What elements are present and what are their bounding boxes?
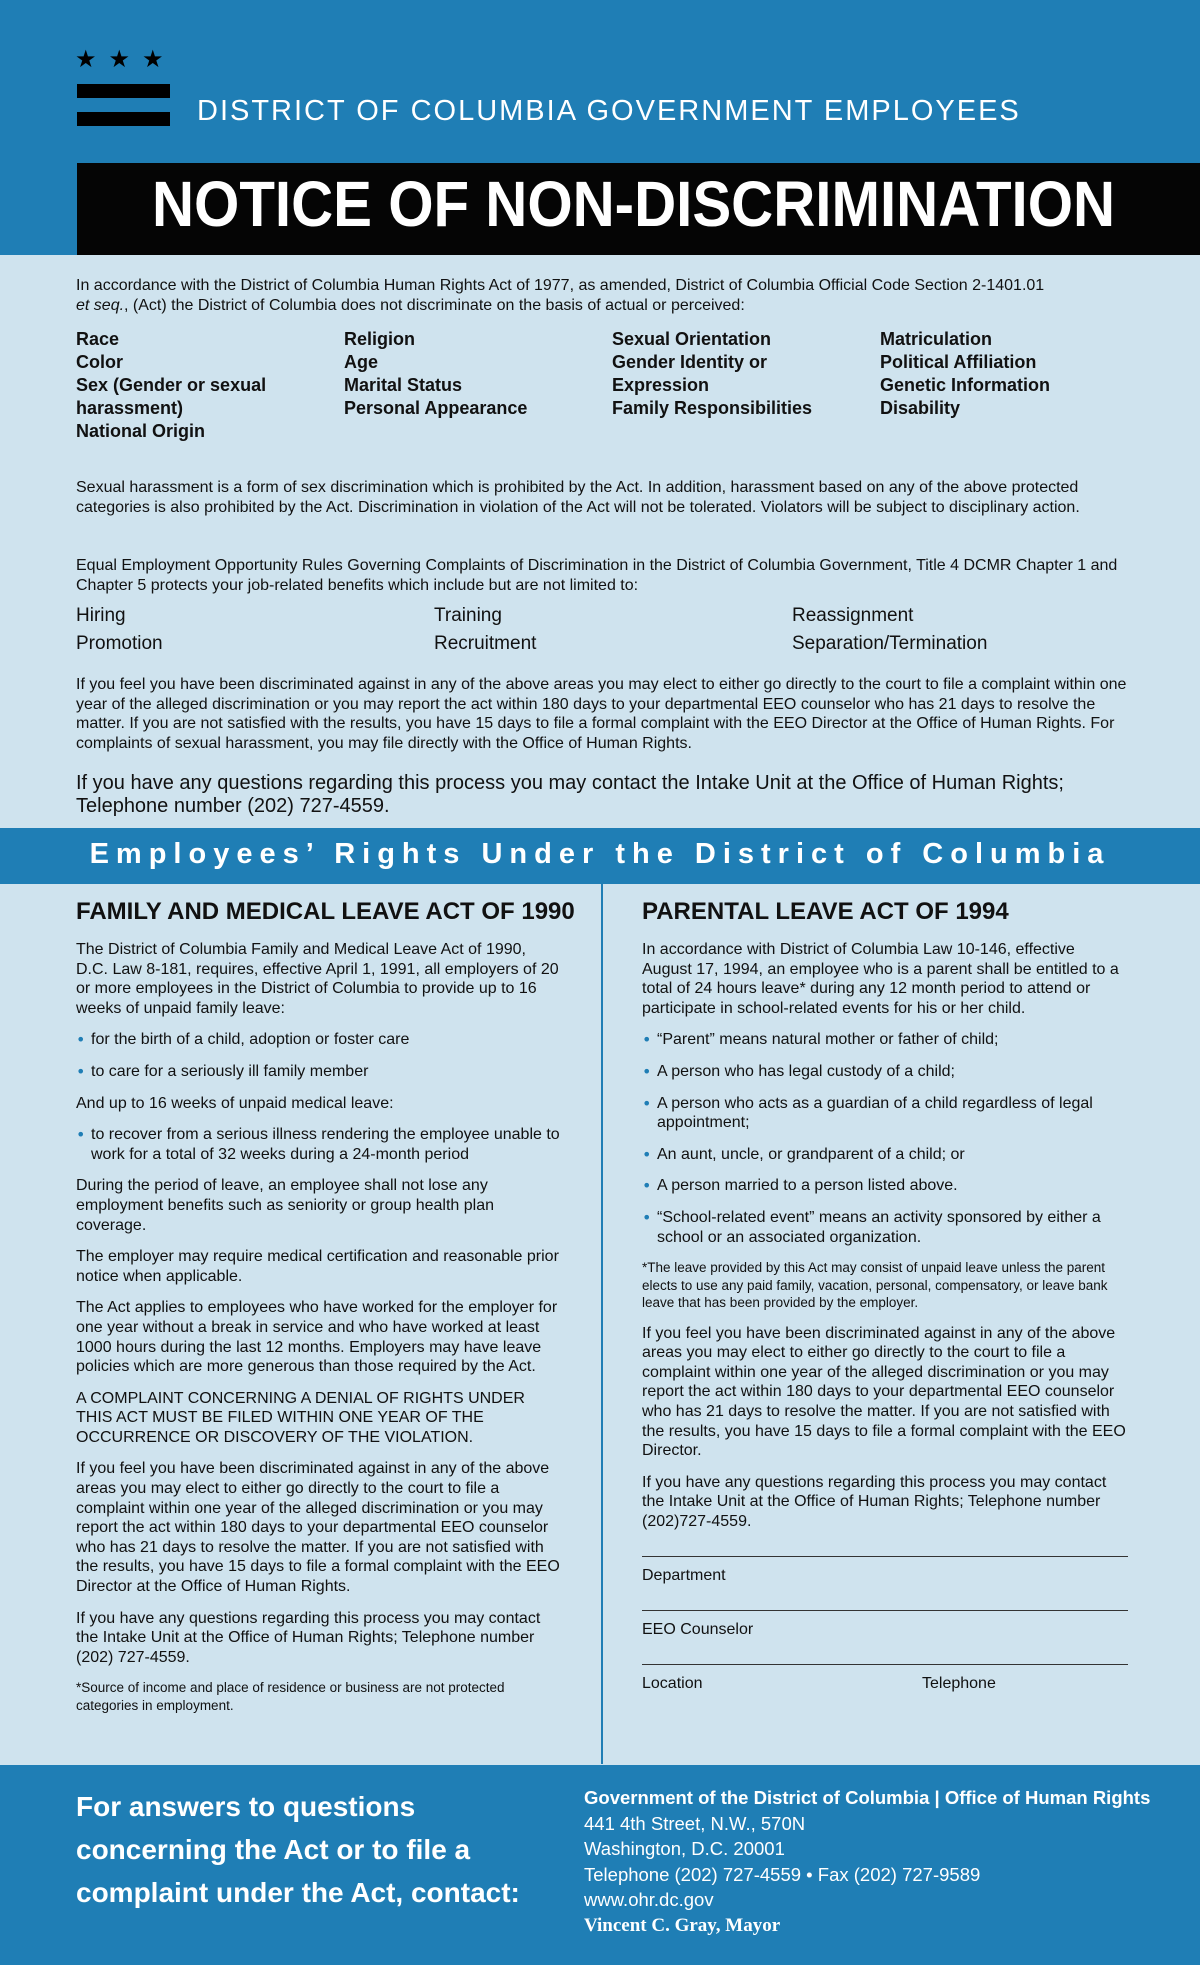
footer-contact-heading: For answers to questions concerning the Act or to file a complaint under the Act, contact: [76,1791,520,1908]
category-item: Gender Identity or [612,352,768,372]
footer-mayor: Vincent C. Gray, Mayor [584,1914,781,1936]
bullet-icon: • [642,1093,652,1113]
fmla-section [76,898,575,1726]
bullet-icon: • [76,1061,86,1081]
department-label: Department [642,1566,726,1584]
categories-col-1 [76,328,344,443]
bullet-icon: • [642,1061,652,1081]
column-divider [601,884,603,1764]
list-item: • A person who has legal custody of a child; [642,1061,955,1081]
rights-banner-title: Employees’ Rights Under the District of Columbia [89,838,1111,870]
bullet-icon: • [642,1144,652,1164]
fmla-intro: The District of Columbia Family and Medical Leave Act of 1990, D.C. Law 8-181, requires, effective April 1, 1991, all employers of 20 or more employees in the District of Columbia to provide up to 16 weeks of unpaid family leave: [76,941,559,1017]
rights-banner [0,828,1200,884]
fmla-heading: FAMILY AND MEDICAL LEAVE ACT OF 1990 [76,898,575,925]
fmla-medical-list [76,1125,562,1164]
category-item: Matriculation [880,329,993,349]
category-item: Sex (Gender or sexual [76,375,267,395]
list-item: • to recover from a serious illness rendering the employee unable to work for a total of 32 weeks during a 24-month period [76,1125,560,1163]
category-item: Disability [880,398,961,418]
bullet-icon: • [76,1125,86,1145]
fmla-complaint-notice: A COMPLAINT CONCERNING A DENIAL OF RIGHTS UNDER THIS ACT MUST BE FILED WITHIN ONE YEAR OF THE OCCURRENCE OR DISCOVERY OF THE VIOLATION. [76,1389,525,1446]
list-item: • An aunt, uncle, or grandparent of a child; or [642,1144,965,1164]
category-item: Religion [344,329,415,349]
parental-discriminated-paragraph: If you feel you have been discriminated against in any of the above areas you may elect to either go directly to the court to file a complaint within one year of the alleged discrimination or you may report the act within 180 days to your departmental EEO counselor who has 21 days to resolve the matter. If you are not satisfied with the results, you have 15 days to file a formal complaint with the EEO Director. [642,1324,1126,1460]
list-item: • to care for a seriously ill family member [76,1061,369,1081]
department-field[interactable] [642,1556,1128,1610]
footer-address-2: Washington, D.C. 20001 [584,1838,785,1859]
parental-questions-paragraph: If you have any questions regarding this process you may contact the Intake Unit at the Office of Human Rights; Telephone number (202)727-4559. [642,1473,1107,1530]
fmla-applies-paragraph: The Act applies to employees who have worked for the employer for one year without a break in service and who have worked at least 1000 hours during the last 12 months. Employers may have leave policies which are more generous than those required by the Act. [76,1299,558,1376]
benefit-item: Hiring [76,605,126,626]
category-item: Marital Status [344,375,463,395]
list-item: • “School-related event” means an activity sponsored by either a school or an associated organization. [642,1207,1101,1246]
list-item: • “Parent” means natural mother or father of child; [642,1030,999,1050]
bullet-icon: • [642,1176,652,1196]
bullet-icon: • [76,1030,86,1050]
category-item: Sexual Orientation [612,329,772,349]
fmla-discriminated-paragraph: If you feel you have been discriminated against in any of the above areas you may elect to either go directly to the court to file a complaint within one year of the alleged discrimination or you may report the act within 180 days to your departmental EEO counselor who has 21 days to resolve the matter. If you are not satisfied with the results, you have 15 days to file a formal complaint with the EEO Director at the Office of Human Rights. [76,1460,560,1596]
fmla-questions-paragraph: If you have any questions regarding this process you may contact the Intake Unit at the Office of Human Rights; Telephone number (202) 727-4559. [76,1609,541,1666]
dc-flag-stars-icon: ★ ★ ★ [75,45,164,73]
category-item: Genetic Information [880,375,1051,395]
fmla-benefits-paragraph: During the period of leave, an employee shall not lose any employment benefits such as seniority or group health plan coverage. [76,1177,495,1234]
intro-paragraph: In accordance with the District of Columbia Human Rights Act of 1977, as amended, District of Columbia Official Code Section 2-1401.01 et seq., (Act) the District of Columbia does not discriminate on the basis of actual or perceived: [76,277,1045,314]
category-item: National Origin [76,421,206,441]
footer-website-link[interactable]: www.ohr.dc.gov [584,1889,714,1910]
benefit-item: Promotion [76,633,163,654]
category-item: Political Affiliation [880,352,1037,372]
benefit-item: Recruitment [434,633,537,654]
benefit-item: Training [434,605,502,626]
header-band [0,0,1200,255]
list-item: • A person who acts as a guardian of a child regardless of legal appointment; [642,1093,1093,1132]
dc-flag-bar-top [77,84,170,98]
category-item: Expression [612,375,710,395]
benefit-item: Separation/Termination [792,633,988,654]
location-telephone-field[interactable] [642,1664,1128,1718]
footer-contact-info [584,1785,1184,1938]
footer-address-1: 441 4th Street, N.W., 570N [584,1812,806,1834]
fmla-footnote: *Source of income and place of residence or business are not protected categories in employment. [76,1680,505,1713]
questions-paragraph: If you have any questions regarding this process you may contact the Intake Unit at the Office of Human Rights; Telephone number (202) 727-4559. [76,772,1064,817]
parental-footnote: *The leave provided by this Act may consist of unpaid leave unless the parent elects to use any paid family, vacation, personal, compensatory, or leave bank leave that has been provided by the employer. [642,1260,1108,1311]
et-seq: et seq. [76,296,125,314]
categories-col-2 [344,328,612,443]
contact-form [642,1556,1128,1718]
protected-categories [76,328,1156,443]
eeo-counselor-field[interactable] [642,1610,1128,1664]
category-item: Family Responsibilities [612,398,813,418]
category-item: harassment) [76,398,184,418]
parental-section [642,898,1128,1718]
title-box [77,163,1200,255]
org-name: DISTRICT OF COLUMBIA GOVERNMENT EMPLOYEES [197,95,1021,127]
bullet-icon: • [642,1030,652,1050]
benefits-list [76,602,1156,658]
fmla-certification-paragraph: The employer may require medical certification and reasonable prior notice when applicable. [76,1248,559,1285]
parental-heading: PARENTAL LEAVE ACT OF 1994 [642,898,1009,925]
footer-phone-fax: Telephone (202) 727-4559 • Fax (202) 727-9589 [584,1863,981,1885]
eeo-paragraph: Equal Employment Opportunity Rules Governing Complaints of Discrimination in the District of Columbia Government, Title 4 DCMR Chapter 1 and Chapter 5 protects your job-related benefits which include but are not limited to: [76,557,1118,594]
telephone-label: Telephone [922,1674,996,1692]
location-label: Location [642,1674,703,1692]
footer-org-line: Government of the District of Columbia | Office of Human Rights [584,1787,1151,1808]
fmla-family-list [76,1030,562,1081]
footer-band [0,1765,1200,1965]
list-item: • for the birth of a child, adoption or foster care [76,1030,410,1050]
categories-col-3 [612,328,880,443]
bullet-icon: • [642,1207,652,1227]
dc-flag-bar-bottom [77,112,170,126]
category-item: Race [76,329,120,349]
harassment-paragraph: Sexual harassment is a form of sex discrimination which is prohibited by the Act. In addition, harassment based on any of the above protected categories is also prohibited by the Act. Discrimination in violation of the Act will not be tolerated. Violators will be subject to disciplinary action. [76,479,1080,516]
list-item: • A person married to a person listed above. [642,1176,958,1196]
parental-intro: In accordance with District of Columbia Law 10-146, effective August 17, 1994, an employee who is a parent shall be entitled to a total of 24 hours leave* during any 12 month period to attend or participate in school-related events for his or her child. [642,941,1119,1017]
eeo-counselor-label: EEO Counselor [642,1620,754,1638]
category-item: Age [344,352,379,372]
complaint-paragraph: If you feel you have been discriminated against in any of the above areas you may elect to either go directly to the court to file a complaint within one year of the alleged discrimination or you may report the act within 180 days to your departmental EEO counselor who has 21 days to resolve the matter. If you are not satisfied with the results, you have 15 days to file a formal complaint with the EEO Director at the Office of Human Rights. For complaints of sexual harassment, you may file directly with the Office of Human Rights. [76,676,1127,752]
categories-col-4 [880,328,1148,443]
benefit-item: Reassignment [792,605,914,626]
category-item: Color [76,352,123,372]
page-title: NOTICE OF NON-DISCRIMINATION [152,168,1116,240]
category-item: Personal Appearance [344,398,528,418]
parental-list [642,1030,1128,1247]
fmla-medical-intro: And up to 16 weeks of unpaid medical leave: [76,1094,394,1112]
